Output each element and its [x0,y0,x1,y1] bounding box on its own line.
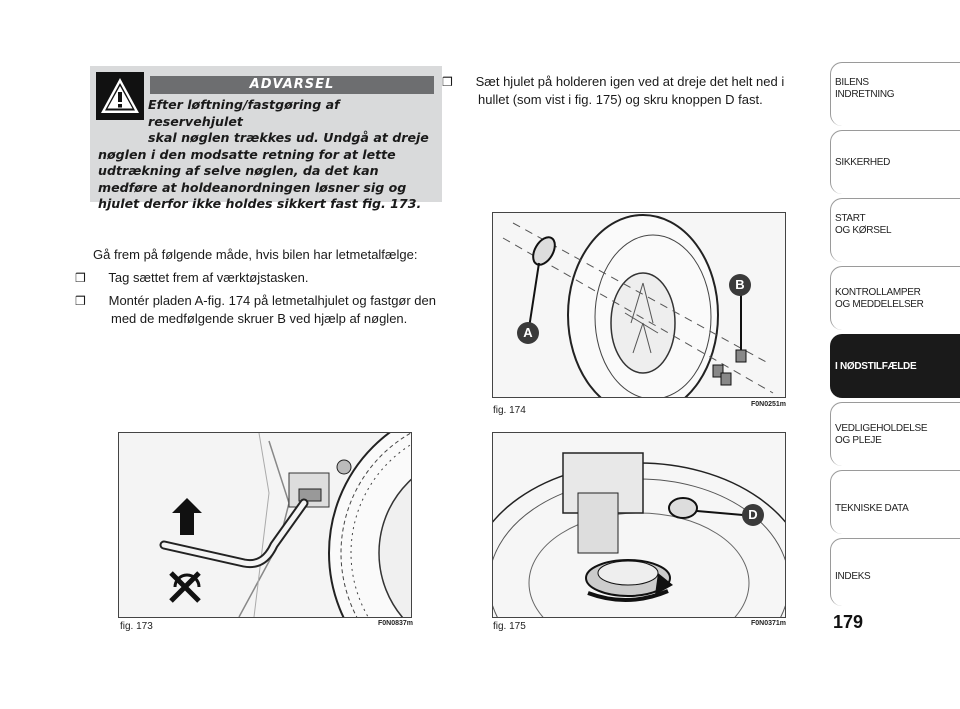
intro-paragraph: Gå frem på følgende måde, hvis bilen har letmetalfælge: [93,247,418,262]
callout-b: B [729,274,751,296]
tab-label: START [835,213,866,224]
tab-label: OG KØRSEL [835,225,892,236]
figure-173-code: F0N0837m [378,620,414,627]
tab-bilens-indretning[interactable] [830,62,960,126]
bullet-item [75,292,445,328]
page-number: 179 [833,612,864,632]
right-column-text [442,73,812,109]
tab-start-og-korsel[interactable] [830,198,960,262]
checkbox-bullet-icon: ❒ [442,75,453,89]
bullet-text: Sæt hjulet på holderen igen ved at dreje det helt ned i hullet (som vist i fig. 175) og skru knoppen D fast. [475,74,785,107]
tab-i-nodstilfaelde[interactable] [830,334,960,398]
callout-a: A [517,322,539,344]
warning-line-2: skal nøglen trækkes ud. Undgå at dreje [148,130,429,145]
tab-label: OG MEDDELELSER [835,299,924,310]
tab-label: SIKKERHED [835,157,891,168]
tab-label: OG PLEJE [835,435,882,446]
tab-label: INDEKS [835,571,871,582]
figure-174-image [492,212,786,398]
tab-sikkerhed[interactable] [830,130,960,194]
figure-175-illustration [493,433,785,617]
left-column-text [75,246,445,328]
bullet-text: Tag sættet frem af værktøjstasken. [108,270,309,285]
tab-label: VEDLIGEHOLDELSE [835,423,928,434]
tab-label: I NØDSTILFÆLDE [835,361,917,372]
warning-text [98,97,438,213]
tab-label: INDRETNING [835,89,895,100]
bullet-item [75,269,445,287]
figure-173-illustration [119,433,411,617]
figure-174-illustration [493,213,785,397]
tab-kontrollamper[interactable] [830,266,960,330]
figure-175-caption: fig. 175 [493,621,526,632]
warning-title: ADVARSEL [150,76,434,94]
figure-174-caption: fig. 174 [493,405,526,416]
bullet-item [442,73,812,109]
checkbox-bullet-icon: ❒ [75,294,86,308]
figure-173-caption: fig. 173 [120,621,153,632]
tab-tekniske-data[interactable] [830,470,960,534]
warning-line-1: Efter løftning/fastgøring af reservehjulet [148,97,340,129]
checkbox-bullet-icon: ❒ [75,271,86,285]
tab-vedligeholdelse[interactable] [830,402,960,466]
figure-173-image [118,432,412,618]
tab-label: KONTROLLAMPER [835,287,921,298]
tab-indeks[interactable] [830,538,960,606]
warning-line-rest: nøglen i den modsatte retning for at lette udtrækning af selve nøglen, da det kan medføre at holdeanordningen løsner sig og hjulet derfor ikke holdes sikkert fast fig. 173. [98,146,422,211]
callout-d: D [742,504,764,526]
figure-175-code: F0N0371m [751,620,787,627]
bullet-text: Montér pladen A-fig. 174 på letmetalhjulet og fastgør den med de medfølgende skruer B ved hjælp af nøglen. [108,293,436,326]
figure-174-code: F0N0251m [751,401,787,408]
tab-label: TEKNISKE DATA [835,503,909,514]
tab-label: BILENS [835,77,869,88]
figure-175-image [492,432,786,618]
